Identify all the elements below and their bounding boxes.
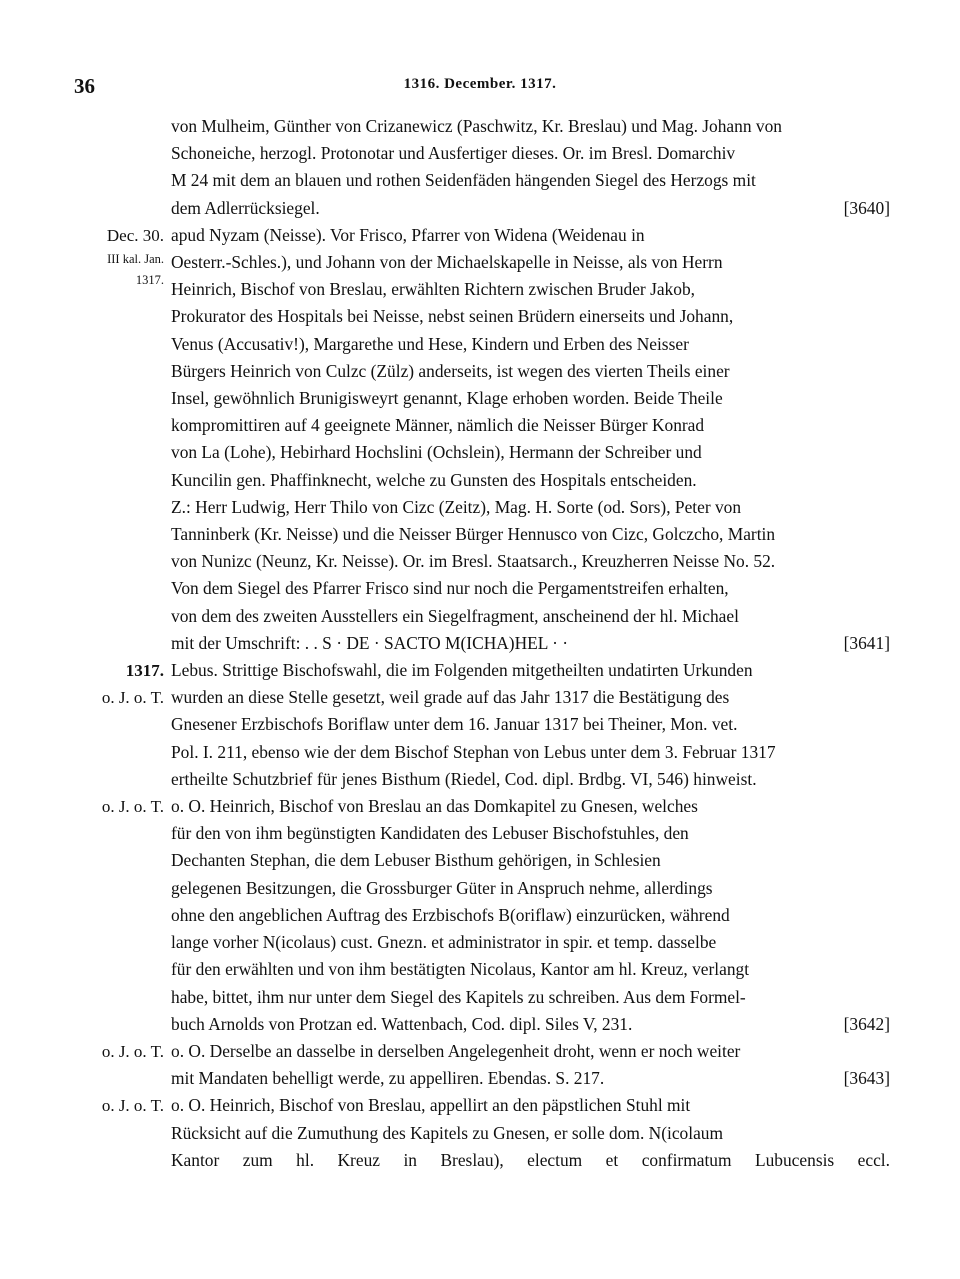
text-line-last (171, 630, 890, 657)
margin-date (60, 657, 164, 711)
margin-date-line: o. J. o. T. (101, 1041, 164, 1061)
entry-3641 (0, 222, 960, 657)
text-line: Schoneiche, herzogl. Protonotar und Ausfertiger dieses. Or. im Bresl. Domarchiv (171, 143, 736, 164)
entry-text (171, 222, 890, 657)
text-line: Kuncilin gen. Phaffinknecht, welche zu Gunsten des Hospitals entscheiden. (171, 469, 697, 490)
text-line: Pol. I. 211, ebenso wie der dem Bischof Stephan von Lebus unter dem 3. Februar 1317 (171, 741, 776, 762)
text-line: für den erwählten und von ihm bestätigten Nicolaus, Kantor am hl. Kreuz, verlangt (171, 959, 750, 980)
entry-3642 (0, 793, 960, 1038)
entry-appeal (0, 1092, 960, 1174)
text-line: Bürgers Heinrich von Culzc (Zülz) anderseits, ist wegen des vierten Theils einer (171, 360, 730, 381)
page-number: 36 (74, 74, 95, 98)
text-line: von Nunizc (Neunz, Kr. Neisse). Or. im Bresl. Staatsarch., Kreuzherren Neisse No. 52. (171, 551, 776, 572)
margin-date-line: III kal. Jan. (107, 252, 164, 267)
text-line: Oesterr.-Schles.), und Johann von der Michaelskapelle in Neisse, als von Herrn (171, 252, 723, 273)
text-fragment: dem Adlerrücksiegel. (171, 197, 320, 218)
text-fragment: buch Arnolds von Protzan ed. Wattenbach, Cod. dipl. Siles V, 231. (171, 1013, 633, 1034)
text-line: Prokurator des Hospitals bei Neisse, nebst seinen Brüdern einerseits und Johann, (171, 306, 734, 327)
text-line: M 24 mit dem an blauen und rothen Seidenfäden hängenden Siegel des Herzogs mit (171, 170, 756, 191)
entry-text (171, 113, 890, 222)
text-line: apud Nyzam (Neisse). Vor Frisco, Pfarrer von Widena (Weidenau in (171, 224, 645, 245)
text-line: Venus (Accusativ!), Margarethe und Hese, Kindern und Erben des Neisser (171, 333, 689, 354)
text-line: kompromittiren auf 4 geeignete Männer, nämlich die Neisser Bürger Konrad (171, 415, 705, 436)
margin-date-line: Dec. 30. (106, 225, 164, 245)
entry-text (171, 1092, 890, 1174)
text-line: von La (Lohe), Hebirhard Hochslini (Ochslein), Hermann der Schreiber und (171, 442, 702, 463)
margin-date (60, 793, 164, 820)
text-line: von Mulheim, Günther von Crizanewicz (Paschwitz, Kr. Breslau) und Mag. Johann von (171, 116, 782, 136)
text-line: Lebus. Strittige Bischofswahl, die im Folgenden mitgetheilten undatirten Urkunden (171, 660, 753, 681)
text-line: Dechanten Stephan, die dem Lebuser Bisthum gehörigen, in Schlesien (171, 850, 661, 871)
entry-3643 (0, 1038, 960, 1092)
text-line: von dem des zweiten Ausstellers ein Siegelfragment, anscheinend der hl. Michael (171, 605, 739, 626)
text-line: für den von ihm begünstigten Kandidaten des Lebuser Bischofstuhles, den (171, 823, 689, 844)
text-line: Gnesener Erzbischofs Boriflaw unter dem 16. Januar 1317 bei Theiner, Mon. vet. (171, 714, 738, 735)
margin-date (60, 222, 164, 291)
text-line-last (171, 195, 890, 222)
text-line: o. O. Heinrich, Bischof von Breslau, appellirt an den päpstlichen Stuhl mit (171, 1095, 691, 1116)
text-line: Von dem Siegel des Pfarrer Frisco sind nur noch die Pergamentstreifen erhalten, (171, 578, 729, 599)
text-line: Rücksicht auf die Zumuthung des Kapitels zu Gnesen, er solle dom. N(icolaum (171, 1122, 724, 1143)
entry-reference-number: [3641] (843, 632, 890, 653)
margin-date-line: 1317. (125, 661, 164, 681)
text-line: Heinrich, Bischof von Breslau, erwählten Richtern zwischen Bruder Jakob, (171, 279, 695, 300)
entry-3640 (0, 113, 960, 222)
text-fragment: mit der Umschrift: . . S · DE · SACTO M(ICHA)HEL · · (171, 632, 569, 653)
running-head: 1316. December. 1317. (403, 76, 557, 92)
text-line: habe, bittet, ihm nur unter dem Siegel des Kapitels zu schreiben. Aus dem Formel- (171, 986, 746, 1007)
margin-date (60, 1038, 164, 1065)
margin-date-line: o. J. o. T. (101, 1096, 164, 1116)
document-body (0, 113, 960, 1174)
text-line-last (171, 1011, 890, 1038)
entry-text (171, 1038, 890, 1092)
entry-lebus-note (0, 657, 960, 793)
text-line: Z.: Herr Ludwig, Herr Thilo von Cizc (Zeitz), Mag. H. Sorte (od. Sors), Peter von (171, 496, 742, 517)
text-line: o. O. Derselbe an dasselbe in derselben Angelegenheit droht, wenn er noch weiter (171, 1040, 741, 1061)
margin-date-line: 1317. (135, 273, 164, 288)
text-line-last (171, 1065, 890, 1092)
entry-reference-number: [3643] (843, 1068, 890, 1089)
text-line: ertheilte Schutzbrief für jenes Bisthum (Riedel, Cod. dipl. Brdbg. VI, 546) hinweist. (171, 768, 757, 789)
entry-reference-number: [3640] (843, 197, 890, 218)
text-line: ohne den angeblichen Auftrag des Erzbischofs B(oriflaw) einzurücken, während (171, 904, 730, 925)
text-line: o. O. Heinrich, Bischof von Breslau an das Domkapitel zu Gnesen, welches (171, 796, 698, 817)
margin-date-line: o. J. o. T. (101, 688, 164, 708)
margin-date-line: o. J. o. T. (101, 797, 164, 817)
text-fragment: mit Mandaten behelligt werde, zu appelliren. Ebendas. S. 217. (171, 1068, 605, 1089)
entry-text (171, 657, 890, 793)
text-line: Kantor zum hl. Kreuz in Breslau), electum et confirmatum Lubucensis eccl. (171, 1149, 890, 1170)
text-line: gelegenen Besitzungen, die Grossburger Güter in Anspruch nehme, allerdings (171, 877, 713, 898)
entry-text (171, 793, 890, 1038)
entry-reference-number: [3642] (843, 1013, 890, 1034)
text-line: lange vorher N(icolaus) cust. Gnezn. et administrator in spir. et temp. dasselbe (171, 932, 717, 953)
text-line: Insel, gewöhnlich Brunigisweyrt genannt, Klage erhoben worden. Beide Theile (171, 388, 723, 409)
text-line: wurden an diese Stelle gesetzt, weil grade auf das Jahr 1317 die Bestätigung des (171, 687, 730, 708)
text-line: Tanninberk (Kr. Neisse) und die Neisser Bürger Hennusco von Cizc, Golczcho, Martin (171, 524, 776, 545)
margin-date (60, 1092, 164, 1119)
